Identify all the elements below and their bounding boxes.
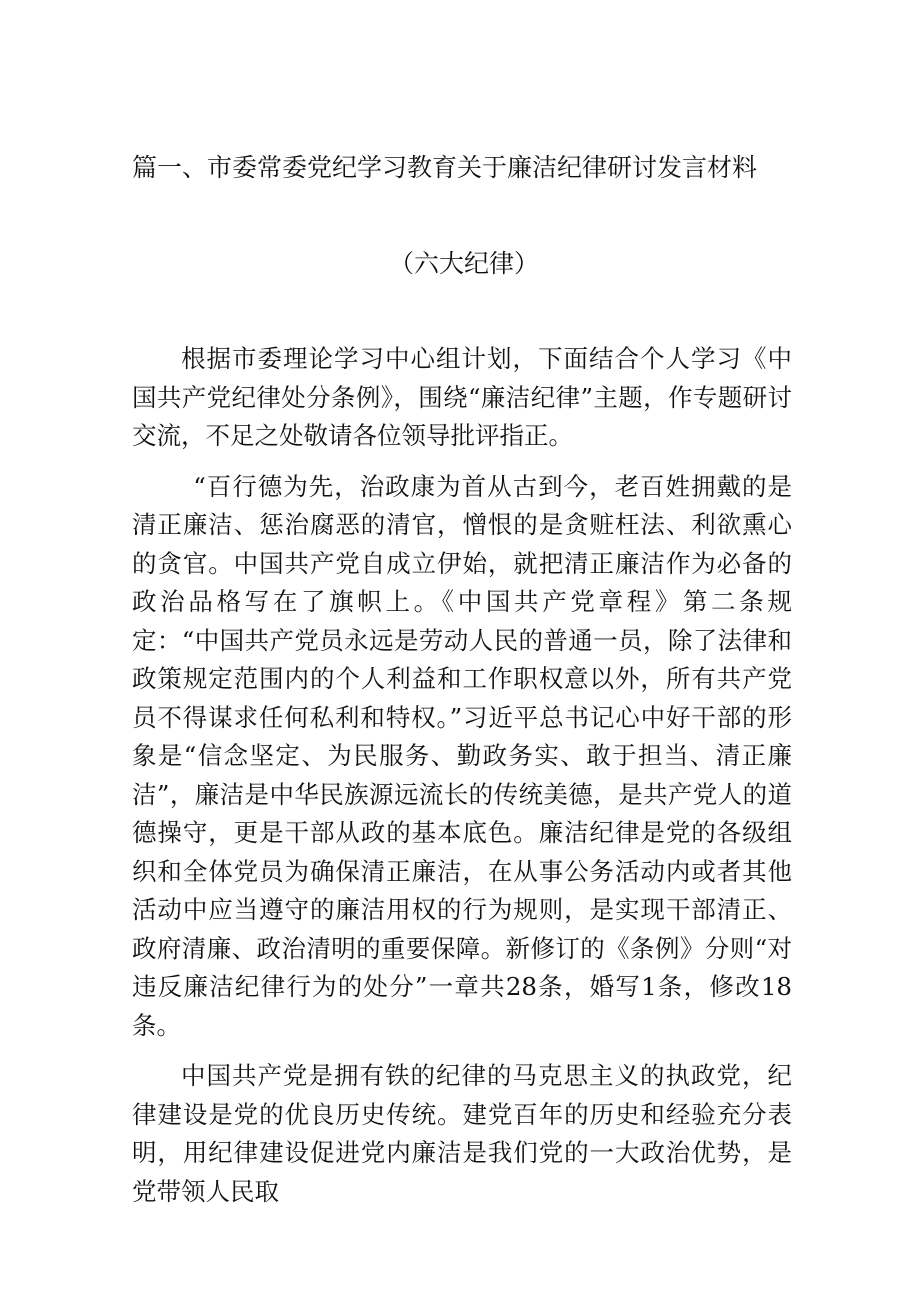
document-subtitle: （六大纪律）	[388, 249, 539, 278]
document-title: 篇一、市委常委党纪学习教育关于廉洁纪律研讨发言材料	[132, 153, 758, 182]
document-body	[132, 340, 792, 1223]
paragraph-integrity: “百行德为先，治政康为首从古到今，老百姓拥戴的是清正廉洁、惩治腐恶的清官，憎恨的是贪赃枉法、利欲熏心的贪官。中国共产党自成立伊始，就把清正廉洁作为必备的政治品格写在了旗帜上。《中国共产党章程》第二条规定：“中国共产党员永远是劳动人民的普通一员，除了法律和政策规定范围内的个人利益和工作职权意以外，所有共产党员不得谋求任何私利和特权。”习近平总书记心中好干部的形象是“信念坚定、为民服务、勤政务实、敢于担当、清正廉洁”，廉洁是中华民族源远流长的传统美德，是共产党人的道德操守，更是干部从政的基本底色。廉洁纪律是党的各级组织和全体党员为确保清正廉洁，在从事公务活动内或者其他活动中应当遵守的廉洁用权的行为规则，是实现干部清正、政府清廉、政治清明的重要保障。新修订的《条例》分则“对违反廉洁纪律行为的处分”一章共28条，婚写1条，修改18条。	[132, 471, 792, 1040]
paragraph-discipline-tradition: 中国共产党是拥有铁的纪律的马克思主义的执政党，纪律建设是党的优良历史传统。建党百年的历史和经验充分表明，用纪律建设促进党内廉洁是我们党的一大政治优势，是党带领人民取	[132, 1061, 792, 1206]
paragraph-intro: 根据市委理论学习中心组计划，下面结合个人学习《中国共产党纪律处分条例》，围绕“廉洁纪律”主题，作专题研讨交流，不足之处敬请各位领导批评指正。	[132, 344, 792, 450]
